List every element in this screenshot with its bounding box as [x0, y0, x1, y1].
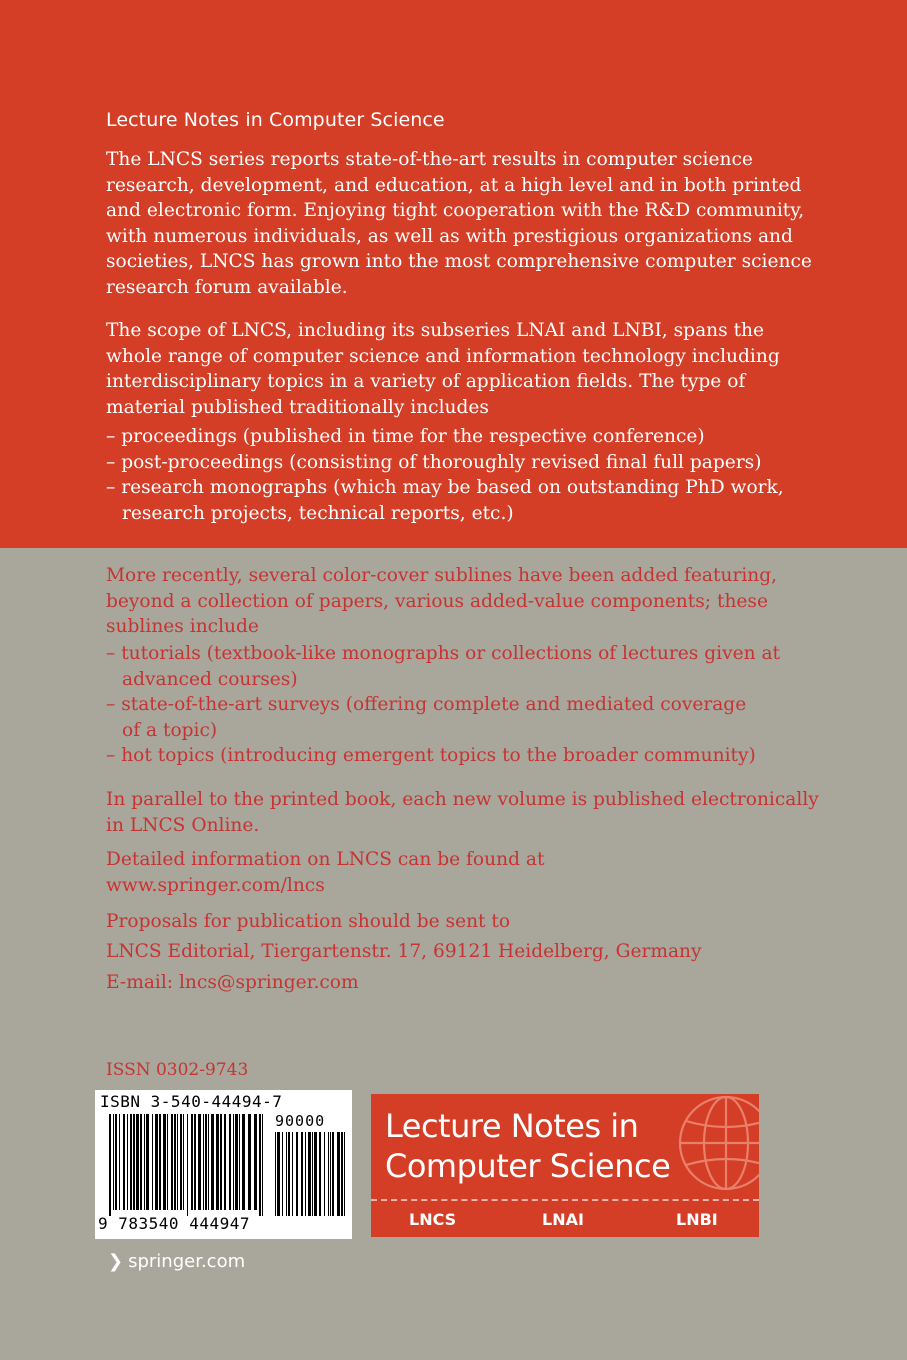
- barcode-bar: [203, 1114, 204, 1210]
- logo-tab-lnbi: LNBI: [676, 1210, 718, 1229]
- barcode-bar: [208, 1114, 209, 1210]
- logo-divider: [371, 1199, 759, 1201]
- issn-line: ISSN 0302-9743: [106, 1060, 249, 1080]
- info-paragraph: [106, 847, 544, 898]
- info-line: Detailed information on LNCS can be found at: [106, 849, 545, 870]
- barcode-bar: [130, 1114, 132, 1210]
- lncs-url-link[interactable]: www.springer.com/lncs: [106, 874, 325, 896]
- list-item: – hot topics (introducing emergent topics to the broader community): [106, 745, 756, 767]
- barcode-bar: [187, 1114, 188, 1216]
- barcode-bar: [198, 1114, 201, 1210]
- barcode-bar: [152, 1114, 153, 1210]
- list-item: – proceedings (published in time for the respective conference): [106, 426, 705, 447]
- barcode-bar: [242, 1114, 245, 1210]
- series-logo: [371, 1094, 759, 1237]
- barcode-bar: [216, 1114, 219, 1210]
- barcode-bar: [119, 1114, 120, 1210]
- online-line: in LNCS Online.: [106, 814, 260, 836]
- barcode-bar: [239, 1114, 240, 1210]
- isbn-text: ISBN 3-540-44494-7: [100, 1092, 283, 1111]
- sublines-paragraph: [106, 563, 777, 640]
- publisher-link[interactable]: [108, 1251, 245, 1272]
- online-paragraph: [106, 787, 819, 838]
- barcode-bar: [167, 1114, 168, 1210]
- sublines-p1-line: More recently, several color-cover sublines have been added featuring,: [106, 565, 778, 586]
- barcode-bar: [233, 1114, 234, 1210]
- barcode-bar: [194, 1114, 196, 1210]
- sublines-p1-line: beyond a collection of papers, various added-value components; these: [106, 590, 768, 612]
- list-item: – tutorials (textbook-like monographs or collections of lectures given at: [106, 643, 781, 664]
- barcode-bar: [127, 1114, 128, 1210]
- addon-code: 90000: [275, 1112, 326, 1130]
- barcode-addon-bar: [312, 1132, 313, 1216]
- barcode-bar: [220, 1114, 222, 1210]
- barcode-addon-bar: [344, 1132, 345, 1216]
- barcode-bar: [205, 1114, 207, 1210]
- barcode-bar: [171, 1114, 173, 1210]
- barcode-bar: [155, 1114, 158, 1210]
- logo-tab-lncs: LNCS: [409, 1210, 457, 1229]
- barcode-bar: [254, 1114, 257, 1210]
- barcode-bar: [183, 1114, 184, 1210]
- list-item-continuation: advanced courses): [122, 668, 298, 690]
- intro-paragraph-1: [106, 147, 812, 301]
- barcode-bar: [191, 1114, 193, 1210]
- barcode-addon-bar: [282, 1132, 283, 1216]
- intro-paragraph-2: [106, 318, 780, 420]
- barcode-bar: [177, 1114, 178, 1210]
- barcode-addon-bar: [324, 1132, 325, 1216]
- intro-p1-line: research, development, and education, at a high level and in both printed: [106, 174, 802, 196]
- logo-title-line-1: Lecture Notes in: [385, 1107, 639, 1145]
- intro-p2-line: interdisciplinary topics in a variety of application fields. The type of: [106, 371, 746, 393]
- online-line: In parallel to the printed book, each new volume is published electronically: [106, 789, 819, 810]
- list-item-continuation: research projects, technical reports, etc.): [122, 502, 514, 524]
- barcode-bar: [163, 1114, 166, 1210]
- series-title: Lecture Notes in Computer Science: [106, 109, 445, 131]
- intro-p1-line: with numerous individuals, as well as with prestigious organizations and: [106, 225, 793, 247]
- barcode-addon-bar: [308, 1132, 311, 1216]
- intro-p2-line: material published traditionally includes: [106, 396, 489, 418]
- barcode-addon-bar: [288, 1132, 290, 1216]
- intro-list: [106, 424, 784, 526]
- intro-p1-line: and electronic form. Enjoying tight cooperation with the R&D community,: [106, 200, 805, 222]
- barcode-bar: [259, 1114, 261, 1216]
- barcode-addon-bar: [292, 1132, 293, 1216]
- barcode-bar: [174, 1114, 176, 1210]
- publisher-url: springer.com: [128, 1251, 246, 1272]
- barcode-bar: [115, 1114, 117, 1210]
- barcode-bar: [109, 1114, 111, 1216]
- barcode-addon-bar: [314, 1132, 317, 1216]
- barcode-label: [95, 1090, 352, 1239]
- proposals-line: Proposals for publication should be sent to: [106, 911, 511, 932]
- list-item: – research monographs (which may be based on outstanding PhD work,: [106, 477, 784, 499]
- email-line[interactable]: E-mail: lncs@springer.com: [106, 972, 359, 993]
- barcode-bar: [248, 1114, 251, 1210]
- barcode-addon-bar: [328, 1132, 329, 1216]
- barcode-bar: [211, 1114, 214, 1210]
- barcode-bar: [235, 1114, 238, 1210]
- barcode-addon-bar: [341, 1132, 343, 1216]
- address-line: LNCS Editorial, Tiergartenstr. 17, 69121 Heidelberg, Germany: [106, 941, 702, 962]
- chevron-right-icon: ❯: [108, 1251, 124, 1272]
- barcode-bar: [136, 1114, 139, 1210]
- list-item: – state-of-the-art surveys (offering complete and mediated coverage: [106, 694, 747, 716]
- barcode-bar: [123, 1114, 125, 1210]
- barcode-bar: [140, 1114, 142, 1210]
- barcode-bar: [180, 1114, 182, 1210]
- barcode-addon-bar: [305, 1132, 306, 1216]
- barcode-bar: [262, 1114, 263, 1216]
- barcode-addon-bar: [319, 1132, 321, 1216]
- intro-p1-line: societies, LNCS has grown into the most comprehensive computer science: [106, 251, 812, 273]
- list-item-continuation: of a topic): [122, 719, 218, 741]
- barcode-bar: [144, 1114, 145, 1210]
- barcode-addon-bar: [301, 1132, 303, 1216]
- barcode-bar: [224, 1114, 226, 1210]
- barcode-addon-bar: [296, 1132, 298, 1216]
- barcode-bar: [133, 1114, 135, 1210]
- barcode-addon-bar: [275, 1132, 276, 1216]
- ean-digits: 9 783540 444947: [98, 1214, 250, 1233]
- barcode-addon-bar: [330, 1132, 331, 1216]
- sublines-p1-line: sublines include: [106, 616, 259, 638]
- barcode-bar: [113, 1114, 114, 1210]
- barcode-addon-bar: [277, 1132, 280, 1216]
- intro-p1-line: The LNCS series reports state-of-the-art results in computer science: [106, 149, 753, 170]
- globe-icon: [671, 1094, 759, 1198]
- intro-p1-line: research forum available.: [106, 276, 348, 298]
- logo-tab-lnai: LNAI: [542, 1210, 584, 1229]
- intro-p2-line: whole range of computer science and information technology including: [106, 345, 780, 367]
- intro-p2-line: The scope of LNCS, including its subseries LNAI and LNBI, spans the: [106, 320, 765, 341]
- barcode-addon-bar: [332, 1132, 334, 1216]
- list-item: – post-proceedings (consisting of thoroughly revised final full papers): [106, 451, 762, 473]
- barcode-bar: [159, 1114, 161, 1210]
- barcode-addon-bar: [286, 1132, 287, 1216]
- barcode-addon-bar: [337, 1132, 340, 1216]
- barcode-bar: [146, 1114, 149, 1210]
- logo-title-line-2: Computer Science: [385, 1147, 671, 1185]
- sublines-list: [106, 641, 780, 769]
- barcode-bar: [229, 1114, 231, 1210]
